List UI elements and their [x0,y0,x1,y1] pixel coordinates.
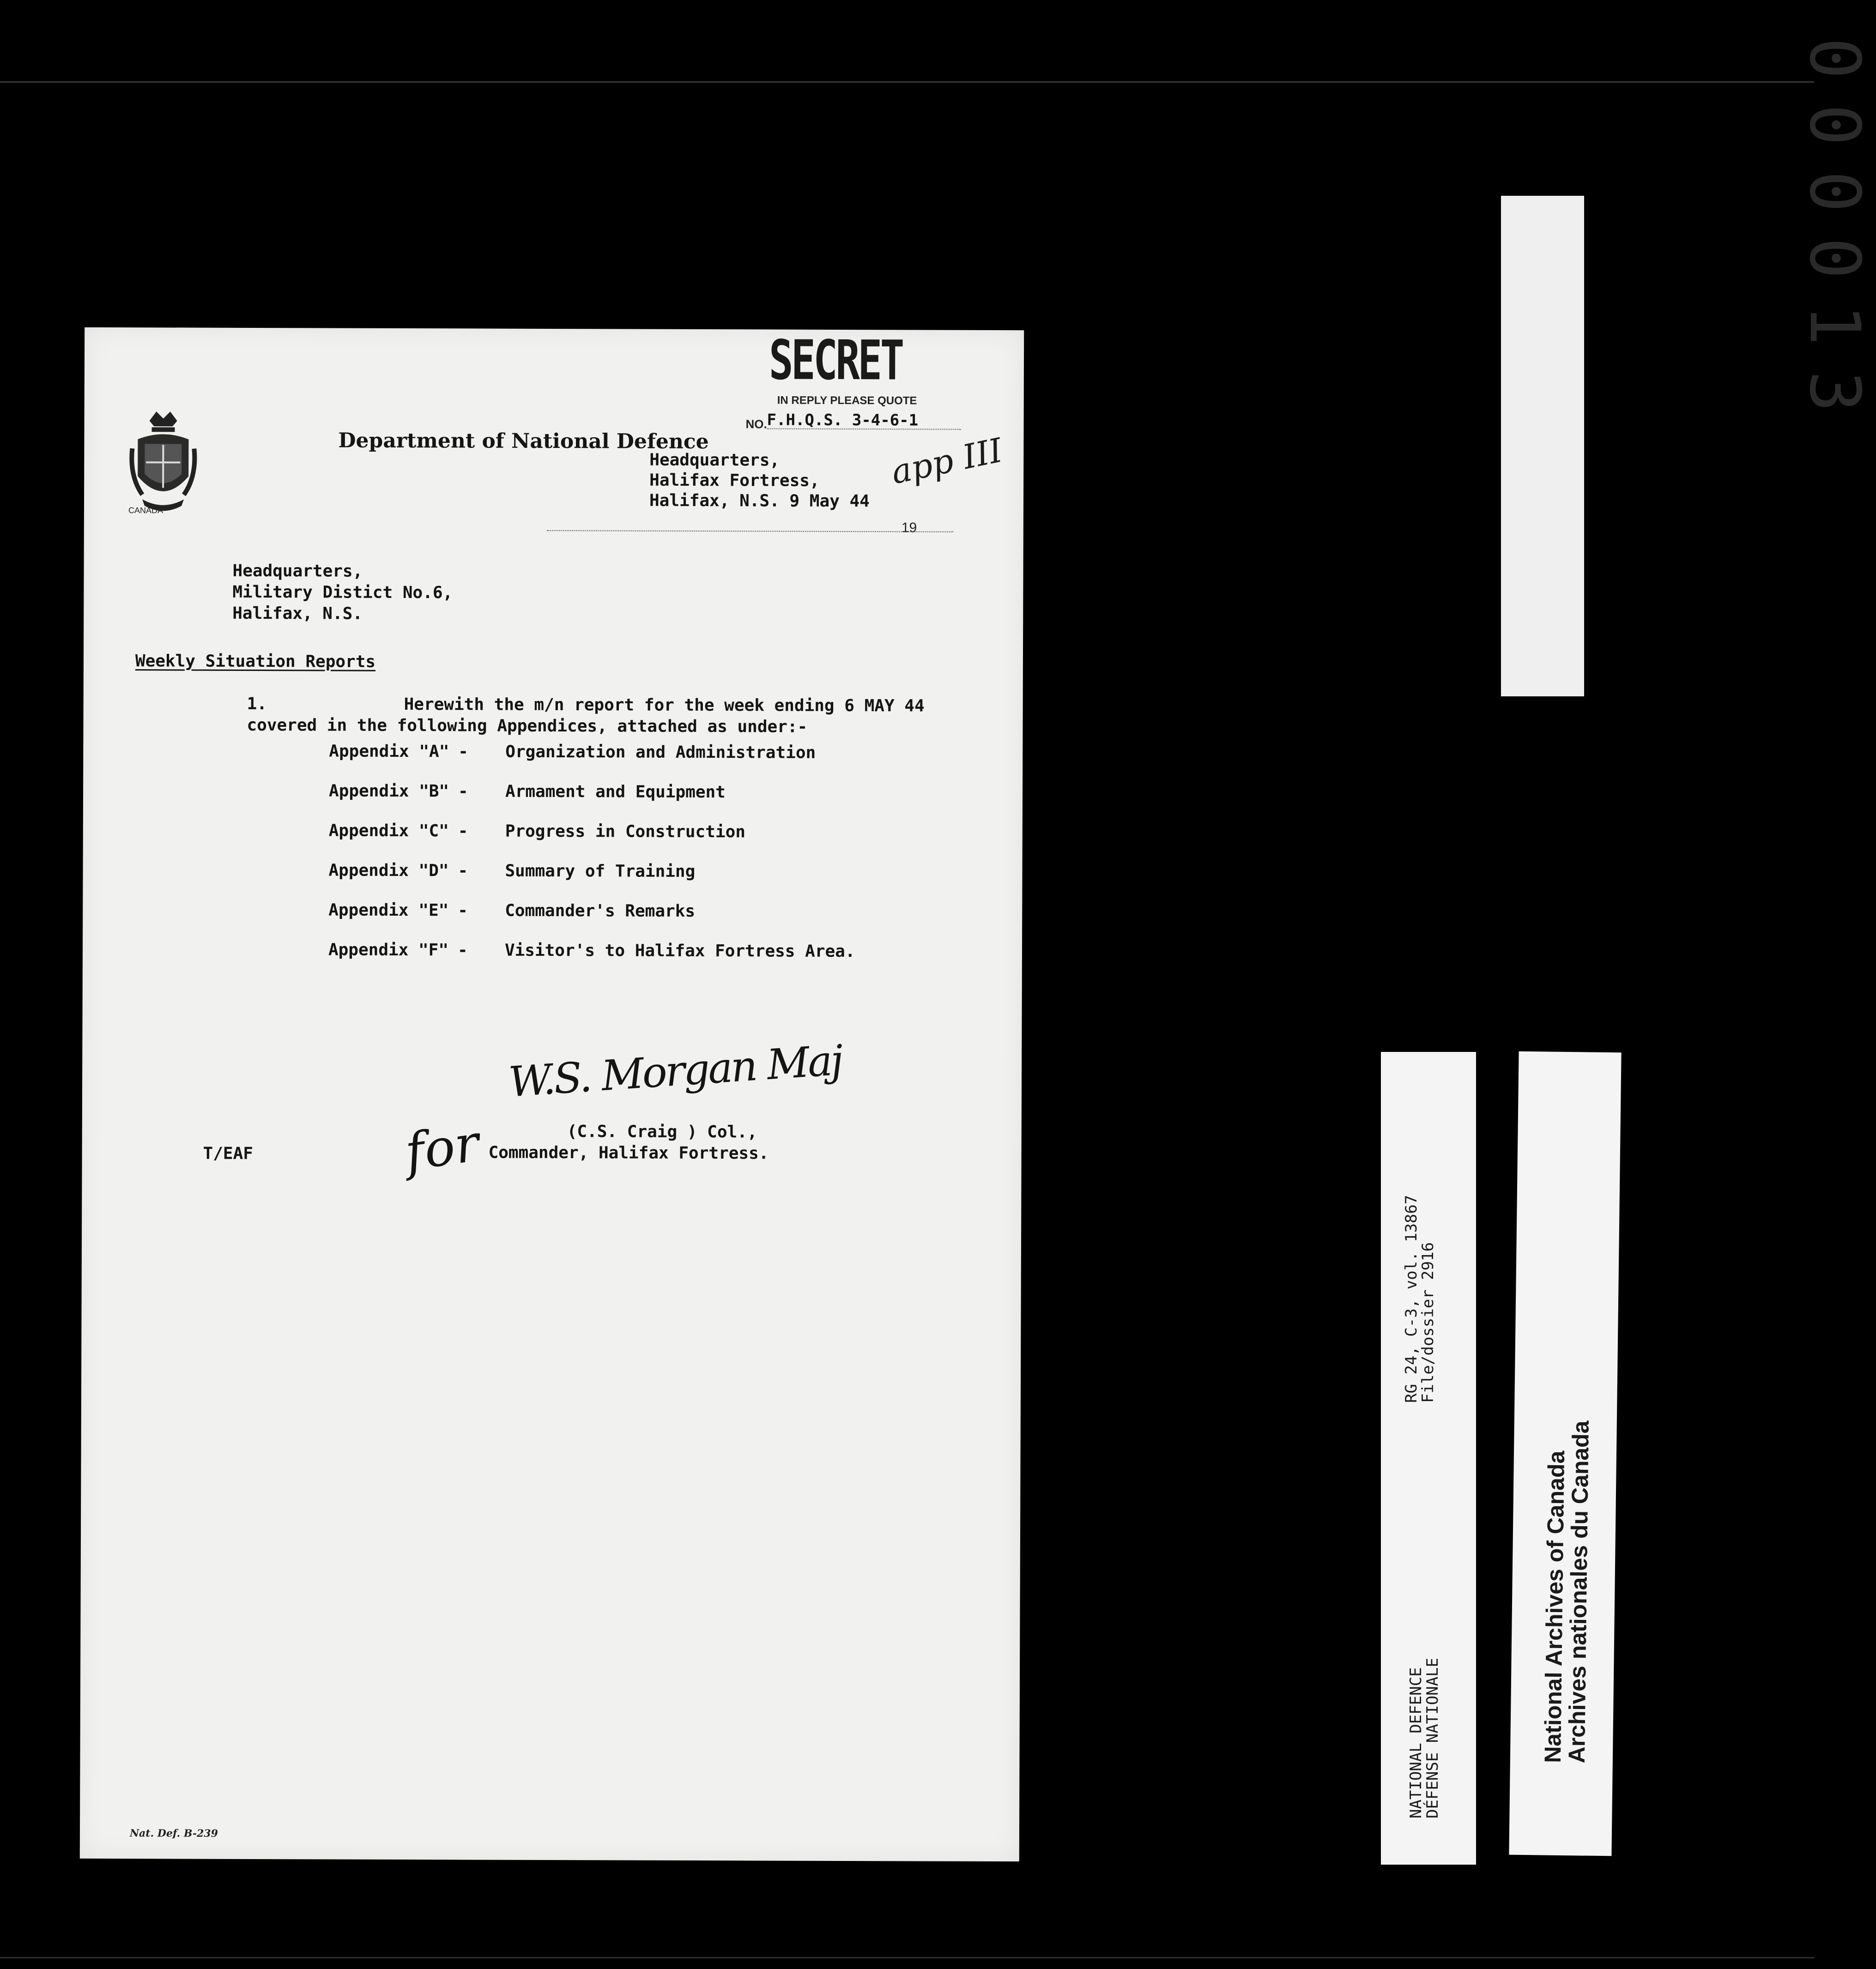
national-defence-label [1408,1658,1441,1818]
record-group-line-1: RG 24, C-3, vol. 13867 [1402,1195,1421,1403]
addressee-line-3: Halifax, N.S. [232,604,363,623]
addressee-line-2: Military Distict No.6, [232,582,453,603]
reply-instruction: IN REPLY PLEASE QUOTE [777,394,917,407]
department-heading: Department of National Defence [338,429,709,454]
year-prefix: 19 [901,520,917,536]
appendix-list [328,742,855,980]
appendix-description: Summary of Training [505,861,696,881]
appendix-description: Progress in Construction [505,821,746,842]
sender-line-2: Halifax Fortress, [649,471,820,490]
canada-crest-icon [128,407,198,522]
appendix-description: Commander's Remarks [505,901,696,921]
subject-line: Weekly Situation Reports [135,652,376,671]
crest-caption: CANADA [128,506,163,515]
signatory-name: (C.S. Craig ) Col., [567,1122,757,1142]
paragraph-1 [247,694,924,738]
record-group-reference [1403,1195,1436,1403]
date-dotted-line [547,530,953,532]
appendix-label: Appendix "A" [329,742,449,761]
appendix-label: Appendix "E" [328,900,449,920]
appendix-dash: - [458,901,468,920]
film-edge-bottom [0,1957,1814,1958]
appendix-label: Appendix "D" [328,861,449,881]
appendix-dash: - [458,742,469,761]
sender-line-3: Halifax, N.S. 9 May 44 [649,491,870,511]
reference-number: F.H.Q.S. 3-4-6-1 [767,411,919,430]
handwritten-appendix-note: app III [888,430,1006,492]
appendix-dash: - [458,821,468,841]
sender-line-1: Headquarters, [649,450,780,470]
appendix-label: Appendix "B" [328,781,449,801]
national-archives-line-1: National Archives of Canada [1539,1450,1570,1764]
handwritten-for: for [401,1113,483,1182]
paragraph-text-line-2: covered in the following Appendices, attached as under:- [247,715,808,737]
appendix-label: Appendix "C" [328,821,449,841]
document-page [80,327,1024,1861]
addressee-block [232,561,453,625]
handwritten-signature: W.S. Morgan Maj [507,1036,843,1107]
paragraph-number: 1. [247,694,267,714]
paragraph-text-line-1: Herewith the m/n report for the week ending 6 MAY 44 [404,695,925,716]
archive-reference-label [1381,1052,1476,1865]
frame-number: 000013 [1794,37,1875,437]
form-number: Nat. Def. B-239 [129,1827,218,1840]
appendix-dash: - [457,941,468,960]
appendix-label: Appendix "F" [328,940,449,960]
national-archives-line-2: Archives nationales du Canada [1563,1420,1594,1764]
secret-stamp: SECRET [769,328,903,393]
record-group-line-2: File/dossier 2916 [1419,1242,1437,1403]
reference-number-label: NO. [745,417,767,431]
national-defence-line-1: NATIONAL DEFENCE [1407,1667,1425,1818]
appendix-description: Visitor's to Halifax Fortress Area. [504,941,855,961]
appendix-dash: - [458,782,468,801]
appendix-description: Organization and Administration [505,742,816,762]
film-edge-top [0,81,1814,83]
paragraph-line-1 [247,694,925,717]
national-defence-line-2: DÉFENSE NATIONALE [1423,1658,1442,1818]
sender-address [649,450,870,512]
typist-initials: T/EAF [203,1144,254,1163]
national-archives-label [1541,1420,1593,1764]
frame-number-strip [1501,37,1875,696]
reference-dotted-line [767,428,961,429]
appendix-description: Armament and Equipment [505,782,726,802]
addressee-line-1: Headquarters, [232,561,363,581]
signatory-title: Commander, Halifax Fortress. [488,1143,769,1163]
appendix-dash: - [458,861,468,881]
archives-label [1509,1051,1621,1856]
